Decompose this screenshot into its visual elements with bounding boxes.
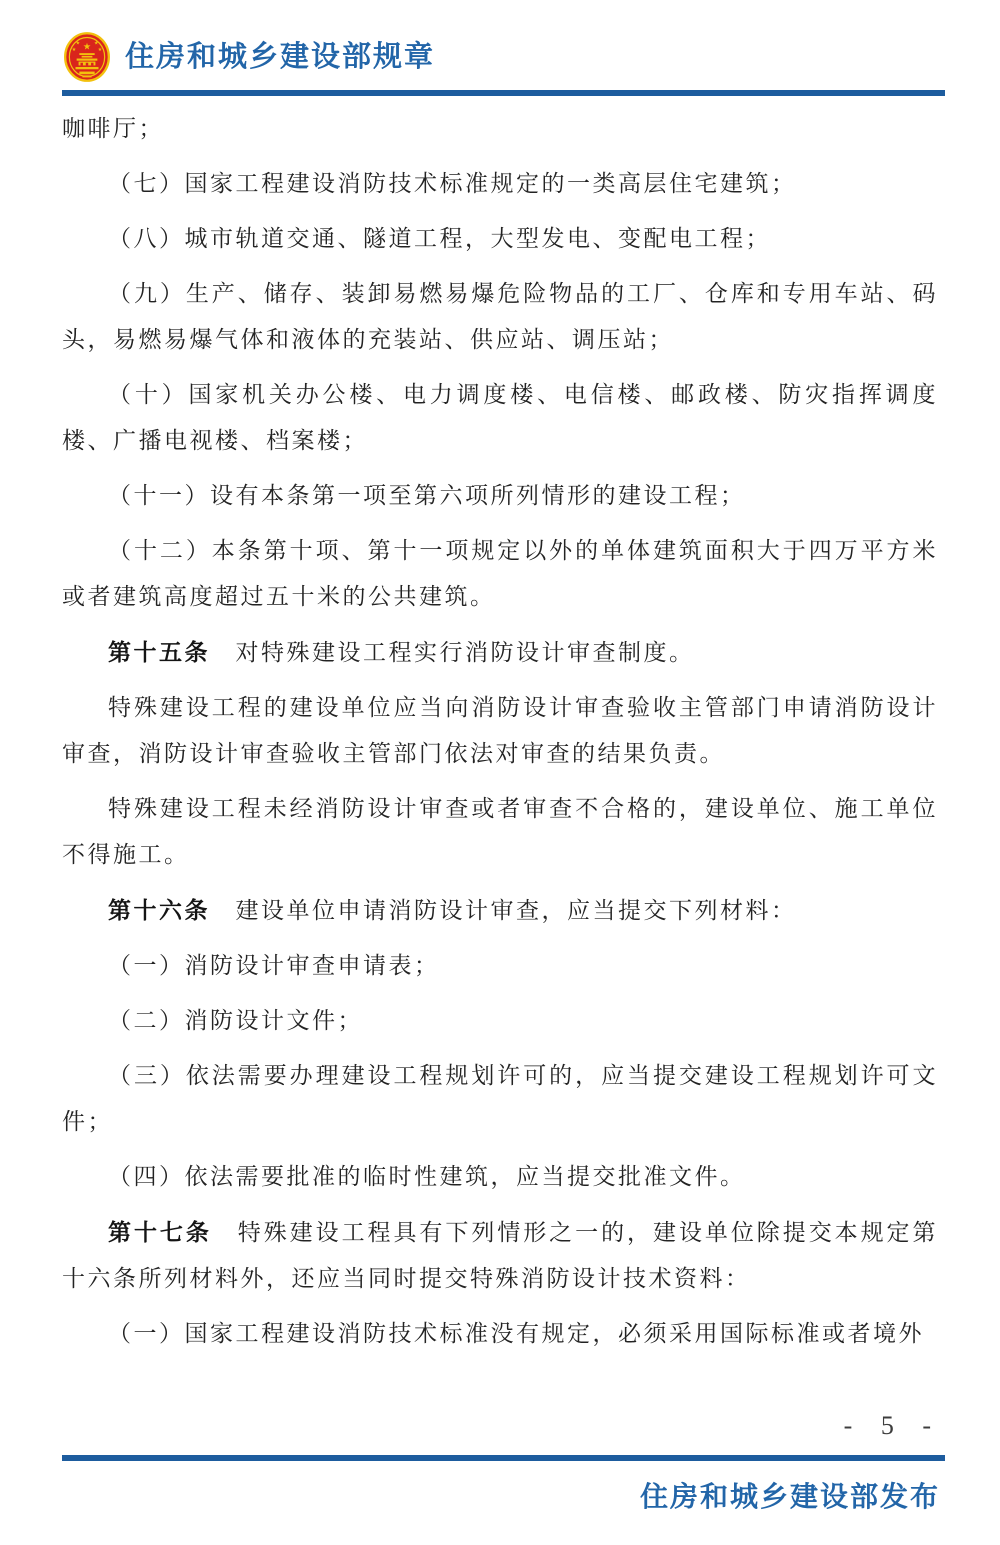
svg-text:★: ★	[75, 40, 81, 47]
svg-text:★: ★	[82, 41, 92, 53]
body-paragraph: （十二）本条第十项、第十一项规定以外的单体建筑面积大于四万平方米或者建筑高度超过五十米的公共建筑。	[62, 538, 938, 609]
body-paragraph: （十一）设有本条第一项至第六项所列情形的建设工程；	[108, 483, 746, 508]
svg-text:★: ★	[93, 40, 99, 47]
article-paragraph: 第十七条 特殊建设工程具有下列情形之一的，建设单位除提交本规定第十六条所列材料外，还应当同时提交特殊消防设计技术资料：	[62, 1219, 939, 1291]
body-paragraph: （一）国家工程建设消防技术标准没有规定，必须采用国际标准或者境外	[108, 1321, 924, 1346]
article-number: 第十七条	[108, 1219, 212, 1245]
body-paragraph: （二）消防设计文件；	[108, 1008, 363, 1033]
article-paragraph: 第十六条 建设单位申请消防设计审查，应当提交下列材料：	[108, 897, 797, 923]
publisher-label: 住房和城乡建设部发布	[639, 1482, 940, 1513]
footer-divider	[62, 1455, 945, 1461]
header-title: 住房和城乡建设部规章	[125, 41, 436, 73]
body-paragraph: （四）依法需要批准的临时性建筑，应当提交批准文件。	[108, 1164, 746, 1189]
body-paragraph: 咖啡厅；	[62, 116, 164, 141]
article-number: 第十五条	[108, 639, 210, 665]
body-paragraph: （八）城市轨道交通、隧道工程，大型发电、变配电工程；	[108, 226, 771, 251]
body-paragraph: （一）消防设计审查申请表；	[108, 953, 440, 978]
article-paragraph: 第十五条 对特殊建设工程实行消防设计审查制度。	[108, 639, 695, 665]
article-number: 第十六条	[108, 897, 210, 923]
body-paragraph: （十）国家机关办公楼、电力调度楼、电信楼、邮政楼、防灾指挥调度楼、广播电视楼、档案楼；	[62, 382, 938, 453]
body-paragraph: （三）依法需要办理建设工程规划许可的，应当提交建设工程规划许可文件；	[62, 1063, 938, 1134]
svg-text:★: ★	[97, 46, 103, 53]
svg-text:★: ★	[71, 46, 77, 53]
document-body	[62, 106, 938, 1366]
body-paragraph: （九）生产、储存、装卸易燃易爆危险物品的工厂、仓库和专用车站、码头，易燃易爆气体和液体的充装站、供应站、调压站；	[62, 281, 938, 352]
page-header	[64, 32, 435, 82]
national-emblem-icon	[64, 32, 110, 82]
body-paragraph: （七）国家工程建设消防技术标准规定的一类高层住宅建筑；	[108, 171, 797, 196]
body-paragraph: 特殊建设工程的建设单位应当向消防设计审查验收主管部门申请消防设计审查，消防设计审查验收主管部门依法对审查的结果负责。	[62, 695, 938, 766]
header-divider	[62, 90, 945, 96]
page-number: - 5 -	[843, 1411, 936, 1440]
body-paragraph: 特殊建设工程未经消防设计审查或者审查不合格的，建设单位、施工单位不得施工。	[62, 796, 938, 867]
